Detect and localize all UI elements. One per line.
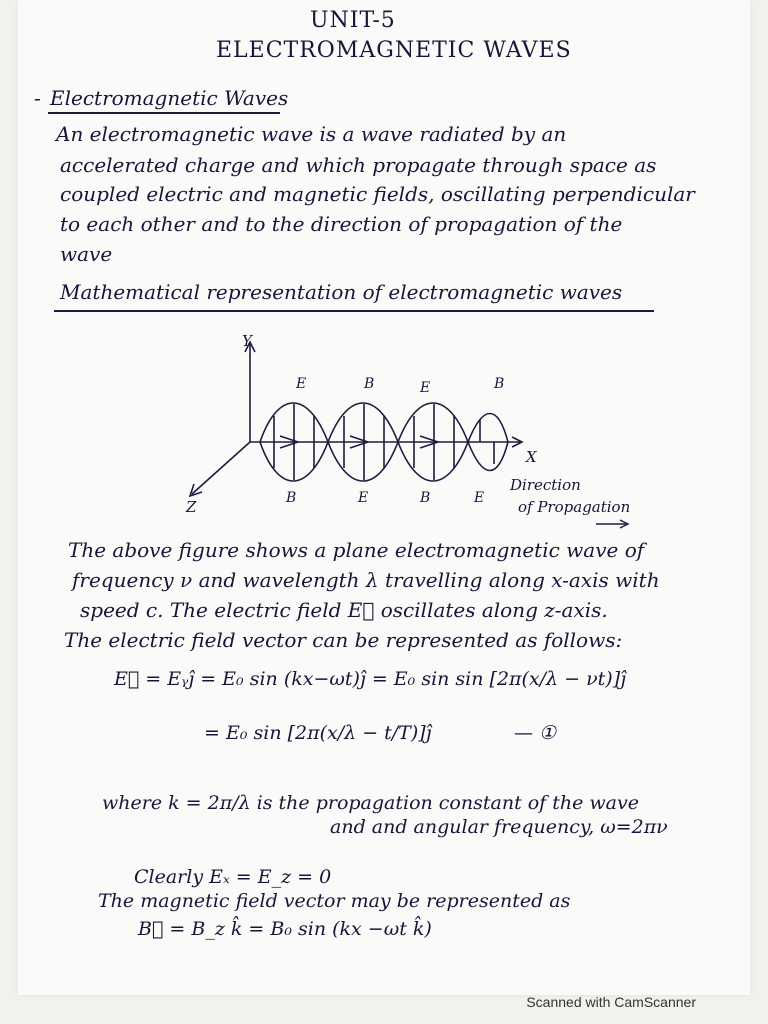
notebook-page	[18, 0, 750, 995]
bottom-label-e2: E	[474, 490, 485, 506]
clearly-line: Clearly Eₓ = E_z = 0	[134, 866, 332, 888]
equation-electric-field: E⃗ = Eᵧĵ = E₀ sin (kx−ωt)ĵ = E₀ sin sin [2π(x/λ − νt)]ĵ	[114, 668, 626, 690]
direction-arrow	[596, 520, 628, 528]
definition-line-5: wave	[60, 242, 113, 266]
where-k-line: where k = 2π/λ is the propagation constant of the wave	[102, 792, 639, 814]
z-axis-label: Z	[186, 498, 197, 516]
camscanner-watermark: Scanned with CamScanner	[526, 994, 696, 1010]
equation-magnetic-field: B⃗ = B_z k̂ = B₀ sin (kx −ωt k̂)	[138, 918, 432, 940]
definition-line-1: An electromagnetic wave is a wave radiated by an	[56, 122, 567, 146]
top-label-e1: E	[296, 376, 307, 392]
direction-label-1: Direction	[510, 476, 581, 494]
definition-line-4: to each other and to the direction of propagation of the	[60, 212, 623, 236]
explanation-line-2: frequency ν and wavelength λ travelling along x-axis with	[72, 568, 660, 592]
top-label-b1: B	[364, 376, 375, 392]
magnetic-field-line: The magnetic field vector may be represented as	[98, 890, 571, 912]
definition-line-3: coupled electric and magnetic fields, oscillating perpendicular	[60, 182, 695, 206]
equation-electric-field-2: = E₀ sin [2π(x/λ − t/T)]ĵ	[204, 722, 432, 744]
page-title: ELECTROMAGNETIC WAVES	[216, 38, 572, 63]
explanation-line-3: speed c. The electric field E⃗ oscillates along z-axis.	[80, 598, 608, 622]
y-axis-label: Y	[242, 332, 252, 350]
em-wave-figure	[168, 330, 668, 530]
bullet-mark: -	[34, 86, 41, 110]
heading-underline	[48, 112, 280, 114]
equation-number-1: — ①	[514, 722, 557, 744]
section-heading-math-representation: Mathematical representation of electromagnetic waves	[60, 280, 623, 304]
angular-frequency-line: and and angular frequency, ω=2πν	[330, 816, 668, 838]
bottom-label-b2: B	[420, 490, 431, 506]
explanation-line-1: The above figure shows a plane electromagnetic wave of	[68, 538, 645, 562]
top-label-e2: E	[420, 380, 431, 396]
bottom-label-b1: B	[286, 490, 297, 506]
top-label-b2: B	[494, 376, 505, 392]
bottom-label-e1: E	[358, 490, 369, 506]
unit-title: UNIT-5	[310, 8, 396, 33]
section-heading-em-waves: Electromagnetic Waves	[50, 86, 289, 110]
x-axis-label: X	[526, 448, 537, 466]
heading-underline-2	[54, 310, 654, 312]
direction-label-2: of Propagation	[518, 498, 631, 516]
z-axis-line	[192, 442, 250, 494]
definition-line-2: accelerated charge and which propagate through space as	[60, 153, 657, 177]
explanation-line-4: The electric field vector can be represented as follows:	[64, 628, 623, 652]
